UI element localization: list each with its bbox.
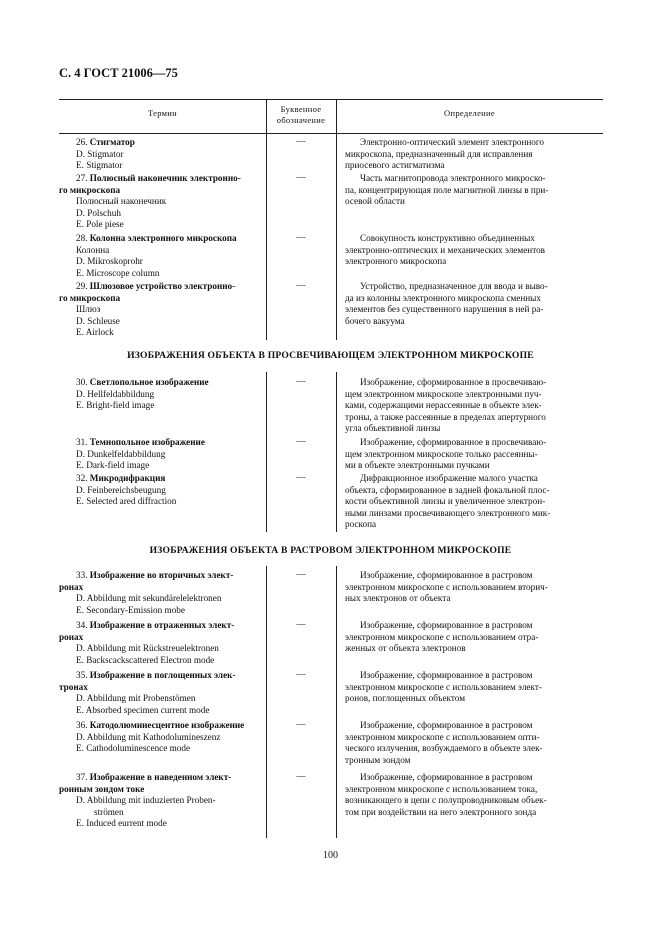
- page-header: С. 4 ГОСТ 21006—75: [59, 66, 178, 80]
- definition-line: микроскопа, предназначенный для исправления: [345, 148, 533, 159]
- definition-line: Изображение, сформированное в растровом: [360, 772, 533, 782]
- term-translation: E. Microscope column: [76, 267, 160, 278]
- term-line: [59, 784, 144, 796]
- term-line: [76, 304, 100, 316]
- definition-line: бочего вакуума: [345, 315, 405, 326]
- term-translation: D. Dunkelfeldabbildung: [76, 448, 166, 459]
- block2-divider-2: [336, 372, 337, 532]
- definition-line: да из колонны электронного микроскопа сменных: [345, 292, 541, 303]
- term-translation: E. Bright-field image: [76, 400, 155, 411]
- term-translation: E. Stigmator: [76, 160, 123, 171]
- term-translation: E. Absorbed specimen current mode: [76, 704, 210, 715]
- term-title: Полюсный наконечник электронно-: [89, 173, 241, 183]
- definition-line: объекта, сформированное в задней фокальной плос-: [345, 484, 550, 495]
- term-line: [76, 400, 154, 412]
- term-translation: D. Abbildung mit Kathodolumineszenz: [76, 731, 221, 742]
- definition-line: Совокупность конструктивно объединенных: [360, 233, 535, 243]
- term-title: Темнопольное изображение: [89, 437, 205, 447]
- definition-line: ронов, поглощенных объектом: [345, 693, 466, 704]
- definition-line: женных от объекта электронов: [345, 643, 466, 654]
- section-title-transmission: ИЗОБРАЖЕНИЯ ОБЪЕКТА В ПРОСВЕЧИВАЮЩЕМ ЭЛЕКТРОННОМ МИКРОСКОПЕ: [127, 350, 534, 361]
- definition-line: электронном микроскопе с использованием элект-: [345, 681, 542, 692]
- definition-line: Дифракционное изображение малого участка: [360, 473, 538, 483]
- term-translation: D. Abbildung mit sekundärelelektronen: [76, 593, 222, 604]
- definition-line: электронного микроскопа: [345, 256, 447, 267]
- block1-divider-1: [266, 134, 267, 340]
- term-number: 27.: [76, 173, 88, 183]
- term-line: [94, 807, 124, 819]
- definition-line: Изображение, сформированное в растровом: [360, 670, 533, 680]
- term-title-cont: ронным зондом токе: [59, 783, 145, 794]
- symbol-dash: —: [296, 136, 306, 146]
- term-title-cont: тронах: [59, 681, 88, 692]
- definition-line: ческого излучения, возбуждаемого в объекте элек-: [345, 743, 543, 754]
- term-line: [76, 327, 114, 339]
- term-title: Катодолюминесцентное изображение: [89, 720, 245, 730]
- term-translation: Шлюз: [76, 304, 101, 315]
- term-translation: E. Induced eurrent mode: [76, 818, 167, 829]
- term-title: Изображение в наведенном элект-: [89, 772, 232, 782]
- page-number: 100: [323, 850, 338, 861]
- definition-line: роскопа: [345, 519, 377, 530]
- term-line: [76, 196, 166, 208]
- term-title: Изображение во вторичных элект-: [89, 570, 234, 580]
- definition-line: том при воздействии на него электронного зонда: [345, 806, 537, 817]
- term-line: [76, 208, 121, 220]
- term-line: [76, 570, 233, 582]
- definition-line: Электронно-оптический элемент электронного: [360, 137, 545, 147]
- term-title: Стигматор: [89, 137, 135, 147]
- term-line: [59, 582, 83, 594]
- term-line: [76, 772, 231, 784]
- definition-line: Устройство, предназначенное для ввода и выво-: [360, 281, 548, 291]
- definition-line: Изображение, сформированное в просвечиваю-: [360, 377, 547, 387]
- symbol-dash: —: [296, 280, 306, 290]
- term-translation: D. Feinbereichsbeugung: [76, 484, 166, 495]
- term-translation: D. Abbildung mit Rückstreuelektronen: [76, 643, 219, 654]
- definition-line: электронно-оптических и механических элементов: [345, 244, 546, 255]
- term-translation: E. Pole piese: [76, 219, 124, 230]
- symbol-dash: —: [296, 376, 306, 386]
- term-number: 35.: [76, 670, 88, 680]
- symbol-dash: —: [296, 436, 306, 446]
- term-line: [76, 437, 205, 449]
- col-header-symbol: [266, 104, 336, 126]
- term-line: [76, 818, 167, 830]
- col-header-definition: Определение: [444, 108, 495, 118]
- term-line: [76, 281, 235, 293]
- definition-line: возникающего в цепи с полупроводниковым объек-: [345, 795, 547, 806]
- term-number: 30.: [76, 377, 88, 387]
- term-number: 31.: [76, 437, 88, 447]
- definition-line: угла объективной линзы: [345, 423, 441, 434]
- table-top-rule: [59, 99, 603, 100]
- definition-line: электронном микроскопе с использованием тока,: [345, 783, 538, 794]
- term-line: [76, 496, 176, 508]
- term-line: [59, 293, 120, 305]
- col-header-symbol-l1: Буквенное: [280, 104, 322, 114]
- term-title: Шлюзовое устройство электронно-: [89, 281, 236, 291]
- symbol-dash: —: [296, 172, 306, 182]
- block2-divider-1: [266, 372, 267, 532]
- definition-line: Изображение, сформированное в растровом: [360, 620, 533, 630]
- term-line: [76, 160, 122, 172]
- term-line: [76, 485, 166, 497]
- term-line: [76, 720, 244, 732]
- term-translation: E. Dark-field image: [76, 460, 150, 471]
- term-line: [76, 233, 237, 245]
- term-translation: D. Hellfeldabbildung: [76, 388, 155, 399]
- term-translation: E. Airlock: [76, 327, 114, 338]
- block1-divider-2: [336, 134, 337, 340]
- definition-line: тронным зондом: [345, 754, 411, 765]
- term-line: [76, 670, 236, 682]
- term-title-cont: го микроскопа: [59, 292, 121, 303]
- term-line: [76, 389, 154, 401]
- definition-line: щем электронном микроскопе электронными пуч-: [345, 388, 542, 399]
- term-translation: Колонна: [76, 244, 110, 255]
- symbol-dash: —: [296, 472, 306, 482]
- term-line: [76, 173, 241, 185]
- block3-divider-1: [266, 566, 267, 838]
- term-translation: E. Secondary-Emission mobe: [76, 604, 185, 615]
- symbol-dash: —: [296, 771, 306, 781]
- term-number: 37.: [76, 772, 88, 782]
- term-line: [76, 256, 143, 268]
- term-line: [76, 593, 221, 605]
- term-title: Микродифракция: [89, 473, 166, 483]
- term-line: [76, 743, 190, 755]
- definition-line: ми в объекте электронными пучками: [345, 460, 490, 471]
- definition-line: приосевого астигматизма: [345, 160, 445, 171]
- definition-line: элементов без существенного нарушения в ней ра-: [345, 304, 544, 315]
- term-line: [76, 693, 195, 705]
- definition-line: Изображение, сформированное в растровом: [360, 720, 533, 730]
- term-line: [76, 137, 135, 149]
- term-line: [76, 705, 209, 717]
- term-title: Изображение в поглощенных элек-: [89, 670, 236, 680]
- term-translation: D. Polschuh: [76, 207, 121, 218]
- term-line: [76, 219, 124, 231]
- term-line: [76, 460, 149, 472]
- term-line: [76, 149, 123, 161]
- symbol-dash: —: [296, 719, 306, 729]
- definition-line: электронном микроскопе с использованием вторич-: [345, 581, 548, 592]
- term-number: 36.: [76, 720, 88, 730]
- term-translation: D. Mikroskoprohr: [76, 256, 143, 267]
- term-line: [76, 643, 219, 655]
- term-line: [76, 795, 216, 807]
- symbol-dash: —: [296, 669, 306, 679]
- term-translation-cont: strömen: [94, 806, 124, 817]
- term-number: 32.: [76, 473, 88, 483]
- term-number: 33.: [76, 570, 88, 580]
- definition-line: ными линзами просвечивающего электронного мик-: [345, 507, 551, 518]
- definition-line: ных электронов от объекта: [345, 593, 451, 604]
- definition-line: Часть магнитопровода электронного микроско-: [360, 173, 546, 183]
- term-translation: D. Stigmator: [76, 148, 124, 159]
- term-translation: E. Backscackscattered Electron mode: [76, 654, 215, 665]
- term-translation: D. Schleuse: [76, 315, 120, 326]
- term-translation: E. Selected ared diffraction: [76, 496, 177, 507]
- term-line: [59, 682, 88, 694]
- term-line: [76, 449, 165, 461]
- section-title-scanning: ИЗОБРАЖЕНИЯ ОБЪЕКТА В РАСТРОВОМ ЭЛЕКТРОННОМ МИКРОСКОПЕ: [149, 545, 512, 556]
- col-header-term: Термин: [147, 108, 178, 118]
- symbol-dash: —: [296, 232, 306, 242]
- table-header-rule: [59, 133, 603, 134]
- term-line: [76, 732, 220, 744]
- definition-line: осевой области: [345, 196, 405, 207]
- term-title: Колонна электронного микроскопа: [89, 233, 237, 243]
- term-line: [76, 377, 209, 389]
- definition-line: электронном микроскопе с использованием опти-: [345, 731, 540, 742]
- symbol-dash: —: [296, 569, 306, 579]
- term-line: [76, 473, 165, 485]
- term-number: 29.: [76, 281, 88, 291]
- term-translation: E. Cathodoluminescence mode: [76, 743, 191, 754]
- col-header-symbol-l2: обозначение: [276, 115, 326, 125]
- definition-line: ками, содержащими нерассеянные в объекте элек-: [345, 400, 542, 411]
- definition-line: кости объективной линзы и увеличенное электрон-: [345, 496, 546, 507]
- definition-line: Изображение, сформированное в просвечиваю-: [360, 437, 547, 447]
- definition-line: электронном микроскопе с использованием отра-: [345, 631, 539, 642]
- term-line: [76, 655, 214, 667]
- term-line: [59, 185, 120, 197]
- definition-line: щем электронном микроскопе только рассеянны-: [345, 448, 538, 459]
- term-title-cont: ронах: [59, 581, 84, 592]
- term-title-cont: ронах: [59, 631, 84, 642]
- definition-line: троны, а также рассеянные в пределах апертурного: [345, 411, 546, 422]
- block3-divider-2: [336, 566, 337, 838]
- term-title-cont: го микроскопа: [59, 184, 121, 195]
- term-line: [76, 605, 185, 617]
- term-line: [76, 268, 159, 280]
- term-title: Изображение в отраженных элект-: [89, 620, 235, 630]
- definition-line: па, концентрирующая поле магнитной линзы в при-: [345, 184, 549, 195]
- definition-line: Изображение, сформированное в растровом: [360, 570, 533, 580]
- term-number: 26.: [76, 137, 88, 147]
- term-number: 34.: [76, 620, 88, 630]
- term-translation: D. Abbildung mit Probenstömen: [76, 693, 196, 704]
- term-translation: Полюсный наконечник: [76, 196, 167, 207]
- term-title: Светлопольное изображение: [89, 377, 209, 387]
- term-line: [76, 316, 120, 328]
- term-line: [59, 632, 83, 644]
- term-line: [76, 620, 234, 632]
- term-translation: D. Abbildung mit induzierten Proben-: [76, 795, 216, 806]
- term-line: [76, 245, 109, 257]
- term-number: 28.: [76, 233, 88, 243]
- symbol-dash: —: [296, 619, 306, 629]
